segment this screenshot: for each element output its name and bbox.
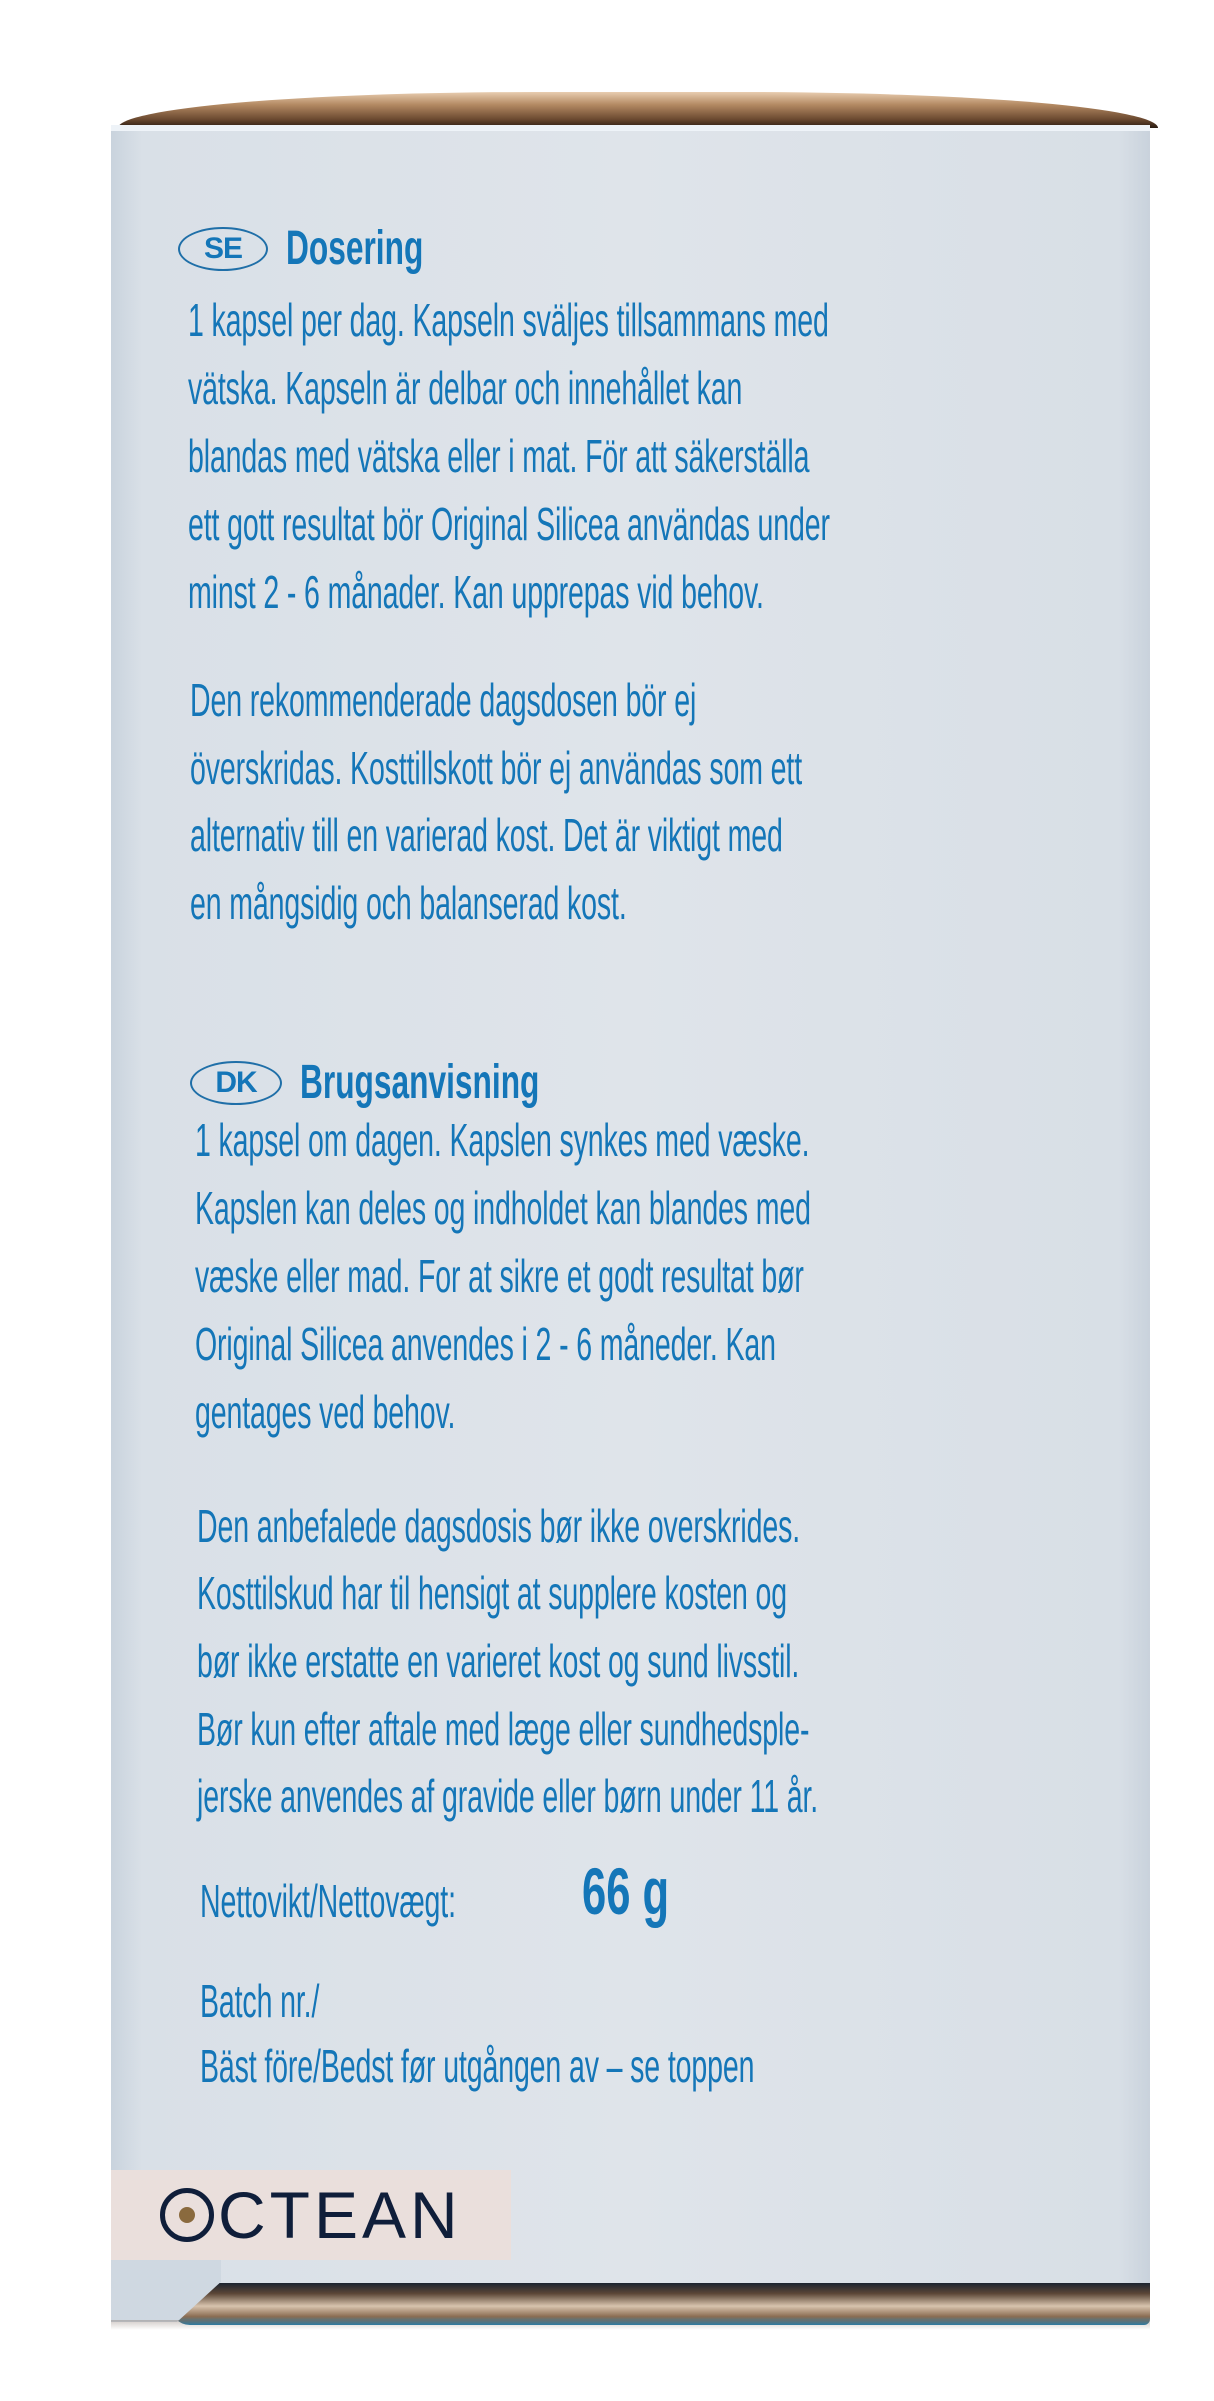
octean-logo (160, 2180, 462, 2250)
box-shadow (111, 2320, 1150, 2330)
text-line: jerske anvendes af gravide eller børn under 11 år. (197, 1770, 819, 1822)
text-line: Den rekommenderade dagsdosen bör ej (190, 674, 697, 726)
text-line: bør ikke erstatte en varieret kost og sund livsstil. (197, 1635, 800, 1687)
circle-dot-o-icon (160, 2188, 214, 2242)
text-line: 1 kapsel per dag. Kapseln sväljes tillsammans med (188, 294, 829, 346)
box-lid-top (118, 92, 1158, 128)
logo-dot (179, 2207, 195, 2223)
dk-heading: Brugsanvisning (300, 1056, 540, 1109)
net-weight-value: 66 g (582, 1854, 670, 1928)
se-heading: Dosering (286, 222, 424, 275)
text-line: gentages ved behov. (195, 1386, 456, 1438)
text-line: överskridas. Kosttillskott bör ej användas som ett (190, 742, 803, 794)
se-language-badge: SE (178, 227, 268, 271)
text-line: vätska. Kapseln är delbar och innehållet kan (188, 362, 743, 414)
text-line: 1 kapsel om dagen. Kapslen synkes med væske. (195, 1114, 810, 1166)
text-line: væske eller mad. For at sikre et godt resultat bør (195, 1250, 804, 1302)
text-line: Den anbefalede dagsdosis bør ikke overskrides. (197, 1500, 801, 1552)
best-before-line: Bäst före/Bedst før utgången av – se toppen (200, 2040, 755, 2092)
text-line: Kapslen kan deles og indholdet kan blandes med (195, 1182, 811, 1234)
batch-line: Batch nr./ (200, 1975, 320, 2027)
text-line: alternativ till en varierad kost. Det är viktigt med (190, 809, 783, 861)
text-line: en mångsidig och balanserad kost. (190, 877, 627, 929)
text-line: Kosttilskud har til hensigt at supplere kosten og (197, 1567, 788, 1619)
net-weight-label: Nettovikt/Nettovægt: (200, 1875, 456, 1927)
box-bottom-flap (170, 2283, 1150, 2325)
text-line: minst 2 - 6 månader. Kan upprepas vid behov. (188, 566, 764, 618)
text-line: Bør kun efter aftale med læge eller sundhedsple- (197, 1703, 810, 1755)
box-top-edge (111, 125, 1150, 131)
text-line: Original Silicea anvendes i 2 - 6 måneder. Kan (195, 1318, 776, 1370)
logo-text: CTEAN (218, 2178, 462, 2252)
dk-language-badge: DK (190, 1061, 282, 1105)
text-line: blandas med vätska eller i mat. För att säkerställa (188, 430, 810, 482)
text-line: ett gott resultat bör Original Silicea användas under (188, 498, 830, 550)
